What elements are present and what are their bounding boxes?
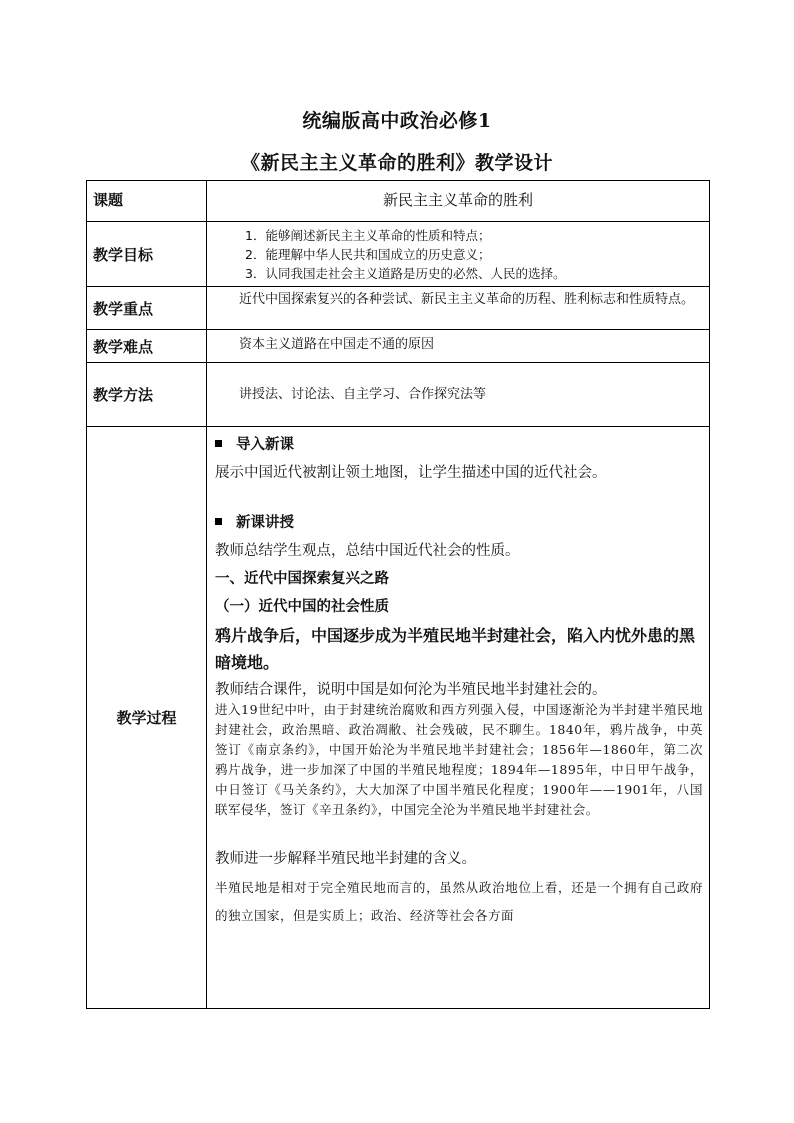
row-key-points (87, 287, 710, 330)
topic-text: 新民主主义革命的胜利 (382, 191, 533, 209)
subsection-heading: （一）近代中国的社会性质 (215, 598, 389, 615)
label-topic: 课题 (87, 181, 207, 222)
label-goals: 教学目标 (87, 222, 207, 287)
value-process (207, 427, 710, 1009)
value-goals (207, 222, 710, 287)
new-lesson-text: 教师总结学生观点，总结中国近代社会的性质。 (215, 543, 520, 559)
goal-item: 3．认同我国走社会主义道路是历史的必然、人民的选择。 (245, 266, 566, 281)
row-process (87, 427, 710, 1009)
new-lesson-heading: 新课讲授 (215, 511, 703, 532)
square-bullet-icon (215, 440, 222, 447)
row-methods (87, 363, 710, 427)
label-methods: 教学方法 (87, 363, 207, 427)
value-difficulties (207, 330, 710, 363)
row-goals (87, 222, 710, 287)
difficulties-text: 资本主义道路在中国走不通的原因 (239, 337, 435, 352)
square-bullet-icon (215, 518, 222, 525)
explain-text-2: 教师进一步解释半殖民地半封建的含义。 (215, 851, 476, 867)
methods-text: 讲授法、讨论法、自主学习、合作探究法等 (239, 386, 487, 402)
label-process: 教学过程 (87, 427, 207, 1009)
section-heading: 一、近代中国探索复兴之路 (215, 570, 389, 587)
row-topic (87, 181, 710, 222)
goal-item: 1．能够阐述新民主主义革命的性质和特点； (245, 228, 491, 243)
label-difficulties: 教学难点 (87, 330, 207, 363)
document-title-line2: 《新民主主义革命的胜利》教学设计 (240, 152, 553, 174)
intro-heading: 导入新课 (215, 433, 703, 454)
goal-item: 2．能理解中华人民共和国成立的历史意义； (245, 247, 491, 262)
document-title-line1: 统编版高中政治必修1 (302, 110, 492, 132)
key-points-text: 近代中国探索复兴的各种尝试、新民主主义革命的历程、胜利标志和性质特点。 (239, 292, 695, 307)
lesson-plan-table (86, 180, 710, 1009)
explain-text-1: 教师结合课件，说明中国是如何沦为半殖民地半封建社会的。 (215, 682, 607, 698)
value-methods (207, 363, 710, 427)
value-key-points (207, 287, 710, 330)
definition-text: 半殖民地是相对于完全殖民地而言的，虽然从政治地位上看，还是一个拥有自己政府的独立国家，但是实质上；政治、经济等社会各方面 (215, 880, 703, 923)
value-topic (207, 181, 710, 222)
history-text: 进入19世纪中叶，由于封建统治腐败和西方列强入侵，中国逐渐沦为半封建半殖民地封建社会，政治黑暗、政治凋敝、社会残破，民不聊生。1840年，鸦片战争，中英签订《南京条约》，中国开始沦为半殖民地半封建社会；1856年—1860年，第二次鸦片战争，进一步加深了中国的半殖民地程度；1894年—1895年，中日甲午战争，中日签订《马关条约》，大大加深了中国半殖民化程度；1900年——1901年，八国联军侵华，签订《辛丑条约》，中国完全沦为半殖民地半封建社会。 (215, 702, 703, 817)
label-key-points: 教学重点 (87, 287, 207, 330)
row-difficulties (87, 330, 710, 363)
intro-text: 展示中国近代被割让领土地图，让学生描述中国的近代社会。 (215, 465, 607, 481)
thesis-text: 鸦片战争后，中国逐步成为半殖民地半封建社会，陷入内忧外患的黑暗境地。 (215, 626, 696, 672)
goals-list (207, 222, 709, 283)
